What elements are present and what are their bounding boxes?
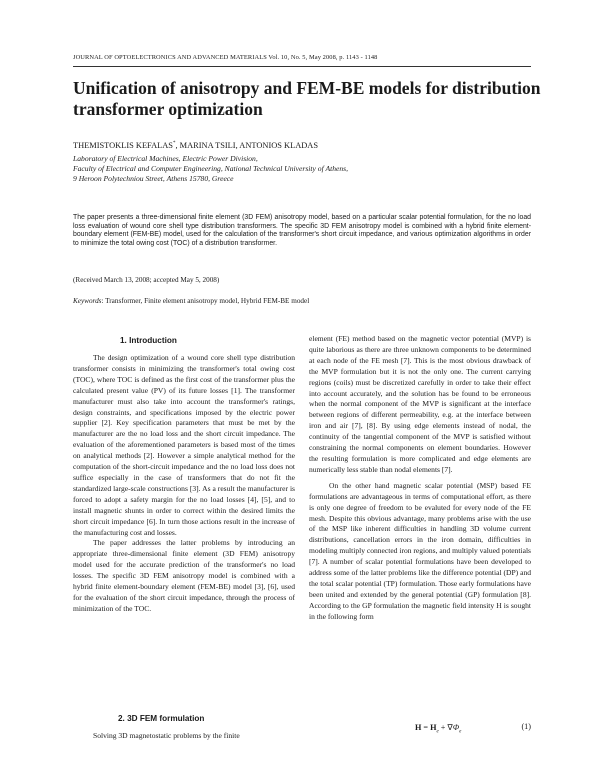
fem-body (73, 731, 295, 742)
introduction-body (73, 353, 295, 615)
paragraph: Solving 3D magnetostatic problems by the finite (93, 731, 240, 740)
paragraph: The design optimization of a wound core shell type distribution transformer consists in minimizing the transformer's total owing cost (TOC), where TOC is defined as the first cost of the transformer plus the calculated present value (PV) of its future losses [1]. The transformer manufacturer must also take into account the transformer's ratings, design constraints, and specifications imposed by the electric power supplier [2]. Key specification parameters that must be met by the manufacturer are the no load loss and the short circuit impedance. The evaluation of the aforementioned parameters is based most of the times on analytical methods [2]. However a simple analytical method for the computation of the short-circuit impedance and the no load loss does not suffice especially in the case of transformers that do not fit the standardized large-scale constructions [3]. As a result the manufacturer is forced to adopt a safety margin for the no load losses [4], [5], and to install magnetic shunts in order to correct within the desired limits the short circuit impedance [6]. In turn those actions result in the increase of the manufacturing cost and losses. (73, 353, 295, 537)
other-authors: , MARINA TSILI, ANTONIOS KLADAS (175, 141, 319, 150)
affiliation-line: Laboratory of Electrical Machines, Electric Power Division, (73, 154, 258, 163)
keywords-text: : Transformer, Finite element anisotropy model, Hybrid FEM-BE model (101, 297, 310, 305)
affiliations (73, 154, 348, 185)
right-column (309, 334, 531, 623)
equation-number: (1) (521, 722, 531, 731)
first-author: THEMISTOKLIS KEFALAS (73, 141, 173, 150)
abstract: The paper presents a three-dimensional finite element (3D FEM) anisotropy model, based on a particular scalar potential formulation, for the no load loss evaluation of wound core shell type distribution transformers. The specific 3D FEM anisotropy model is combined with a hybrid finite element-boundary element (FEM-BE) model, used for the calculation of the transformer's short circuit impedance, and various optimization algorithms in order to minimize the total owing cost (TOC) of a distribution transformer. (73, 214, 531, 247)
paragraph: element (FE) method based on the magnetic vector potential (MVP) is quite laborious as there are three unknown components to be determined at each node of the FE mesh [7]. This is the most obvious drawback of the MVP formulation but it is not the only one. The current carrying regions (coils) must be discretized carefully in order to take their effect into account accurately, and the solution has be found to be erroneous when the normal component of the MVP is significant at the interface between regions of different permeability, e.g. at the interface between iron and air [7], [8]. By using edge elements instead of nodal, the continuity of the tangential component of the MVP is satisfied without constraining the normal components on element boundaries. However the resulting formulation is more complicated and edge elements are numerically less stable than nodal elements [7]. (309, 334, 531, 474)
received-dates: (Received March 13, 2008; accepted May 5, 2008) (73, 276, 220, 284)
paragraph: On the other hand magnetic scalar potential (MSP) based FE formulations are advantageous in terms of computational effort, as there is only one degree of freedom to be evaluted for every node of the FE mesh. Despite this obvious advantage, many problems arise with the use of the MSP like inherent difficulties in handling 3D volume current distributions, cancellation errors in the iron domain, difficulties in modeling multiply connected iron regions, and multiply valued potentials [7]. A number of scalar potential formulations have been developed to address some of the latter problems like the difference potential (DP) and the total scalar potential (TP) formulation. Those early formulations have been united and extended by the general potential (GP) formulation [8]. According to the GP formulation the magnetic field intensity H is sought in the following form (309, 480, 531, 621)
section-heading-fem: 2. 3D FEM formulation (118, 714, 205, 723)
paper-title: Unification of anisotropy and FEM-BE models for distribution transformer optimization (73, 78, 541, 119)
corresponding-mark: * (172, 141, 176, 147)
equation-1 (309, 722, 531, 736)
keywords (73, 297, 309, 305)
section-heading-introduction: 1. Introduction (120, 336, 177, 345)
header-rule (73, 66, 531, 67)
paragraph: The paper addresses the latter problems by introducing an appropriate three-dimensional finite element (3D FEM) anisotropy model used for the accurate prediction of the transformer's no load losses. The specific 3D FEM anisotropy model is combined with a hybrid finite element-boundary element (FEM-BE) model [3], [6], used for the evaluation of the short circuit impedance, through the process of minimization of the TOC. (73, 538, 295, 613)
keywords-label: Keywords (73, 297, 102, 305)
journal-header: JOURNAL OF OPTOELECTRONICS AND ADVANCED MATERIALS Vol. 10, No. 5, May 2008, p. 1143 - 1148 (73, 54, 378, 61)
author-list (73, 141, 318, 150)
affiliation-line: Faculty of Electrical and Computer Engineering, National Technical University of Athens, (73, 164, 349, 174)
equation-expression: $H = H_e + \nabla\Phi_e$ (415, 723, 462, 735)
affiliation-line: 9 Heroon Polytechniou Street, Athens 15780, Greece (73, 174, 234, 184)
